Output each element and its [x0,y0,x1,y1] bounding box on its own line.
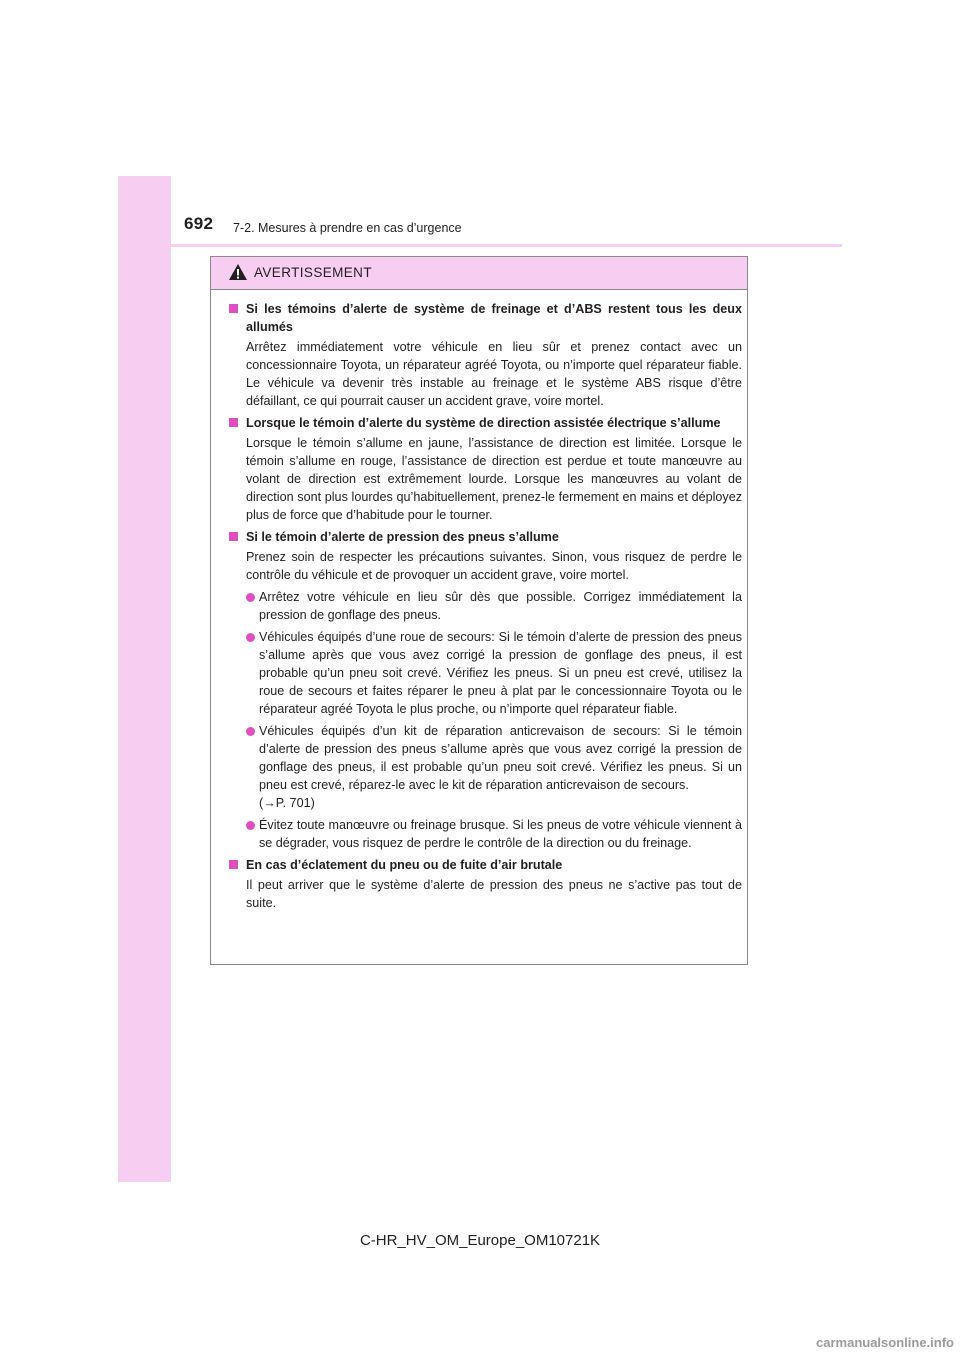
square-bullet-icon [229,418,238,427]
sub-item [229,816,742,852]
square-bullet-icon [229,532,238,541]
round-bullet-icon [246,727,255,736]
sub-item [229,588,742,624]
item-text: Il peut arriver que le système d’alerte de pression des pneus ne s’active pas tout de suite. [246,878,742,910]
round-bullet-icon [246,821,255,830]
item-heading-text: Si les témoins d’alerte de système de freinage et d’ABS restent tous les deux allumés [246,302,742,334]
item-heading-text: Si le témoin d’alerte de pression des pneus s’allume [246,530,559,544]
item-heading [229,856,742,874]
warning-title: AVERTISSEMENT [254,265,372,280]
round-bullet-icon [246,593,255,602]
warning-triangle-icon [228,263,248,281]
warning-header [211,257,747,290]
warning-item-tire-burst [229,856,742,912]
sub-item-text: Véhicules équipés d’un kit de réparation anticrevaison de secours: Si le témoin d’alerte de pression des pneus s’allume après que vous avez corrigé la pression de gonflage des pneus, il est probable qu’un pneu soit crevé. Vérifiez les pneus. Si un pneu est crevé, réparez-le avec le kit de réparation anticrevaison de secours. [259,724,742,792]
sub-item-text: Arrêtez votre véhicule en lieu sûr dès que possible. Corrigez immédiatement la pression de gonflage des pneus. [259,590,742,622]
square-bullet-icon [229,860,238,869]
sub-item-text: Évitez toute manœuvre ou freinage brusque. Si les pneus de votre véhicule viennent à se dégrader, vous risquez de perdre le contrôle de la direction ou du freinage. [259,818,742,850]
item-text: Lorsque le témoin s’allume en jaune, l’assistance de direction est limitée. Lorsque le témoin s’allume en rouge, l’assistance de direction est perdue et toute manœuvre au volant de direction est extrêmement lourde. Lorsque les manœuvres au volant de direction sont plus lourdes qu’habituellement, prenez-le fermement en mains et déployez plus de force que d’habitude pour le tourner. [246,436,742,522]
sub-item [229,628,742,718]
warning-body [211,290,747,912]
document-code: C-HR_HV_OM_Europe_OM10721K [359,1232,601,1249]
round-bullet-icon [246,633,255,642]
item-text: Arrêtez immédiatement votre véhicule en lieu sûr et prenez contact avec un concessionnaire Toyota, un réparateur agréé Toyota, ou n’importe quel réparateur fiable. Le véhicule va devenir très instable au freinage et le système ABS risque d’être défaillant, ce qui pourrait causer un accident grave, voire mortel. [246,340,742,408]
item-text: Prenez soin de respecter les précautions suivantes. Sinon, vous risquez de perdre le contrôle du véhicule et de provoquer un accident grave, voire mortel. [246,550,742,582]
sub-item-text: Véhicules équipés d’une roue de secours: Si le témoin d’alerte de pression des pneus s’allume après que vous avez corrigé la pression de gonflage des pneus, il est probable qu’un pneu soit crevé. Vérifiez les pneus. Si un pneu est crevé, utilisez la roue de secours et faites réparer le pneu à plat par le concessionnaire Toyota ou le réparateur agréé Toyota le plus proche, ou n’importe quel réparateur fiable. [259,630,742,716]
header-rule [171,244,842,247]
item-heading [229,414,742,432]
watermark: carmanualsonline.info [816,1335,954,1350]
warning-item-tire-pressure [229,528,742,852]
section-title: 7-2. Mesures à prendre en cas d’urgence [233,221,462,235]
warning-item-power-steering [229,414,742,524]
item-heading-text: Lorsque le témoin d’alerte du système de direction assistée électrique s’allume [246,416,721,430]
warning-item-brake-abs [229,300,742,410]
item-heading [229,528,742,546]
sub-item [229,722,742,812]
item-heading-text: En cas d’éclatement du pneu ou de fuite d’air brutale [246,858,563,872]
page-reference-link[interactable]: (→P. 701) [259,796,315,810]
item-heading [229,300,742,336]
section-side-tab [118,176,171,1182]
square-bullet-icon [229,304,238,313]
page-number: 692 [184,214,214,233]
warning-box [210,256,748,965]
